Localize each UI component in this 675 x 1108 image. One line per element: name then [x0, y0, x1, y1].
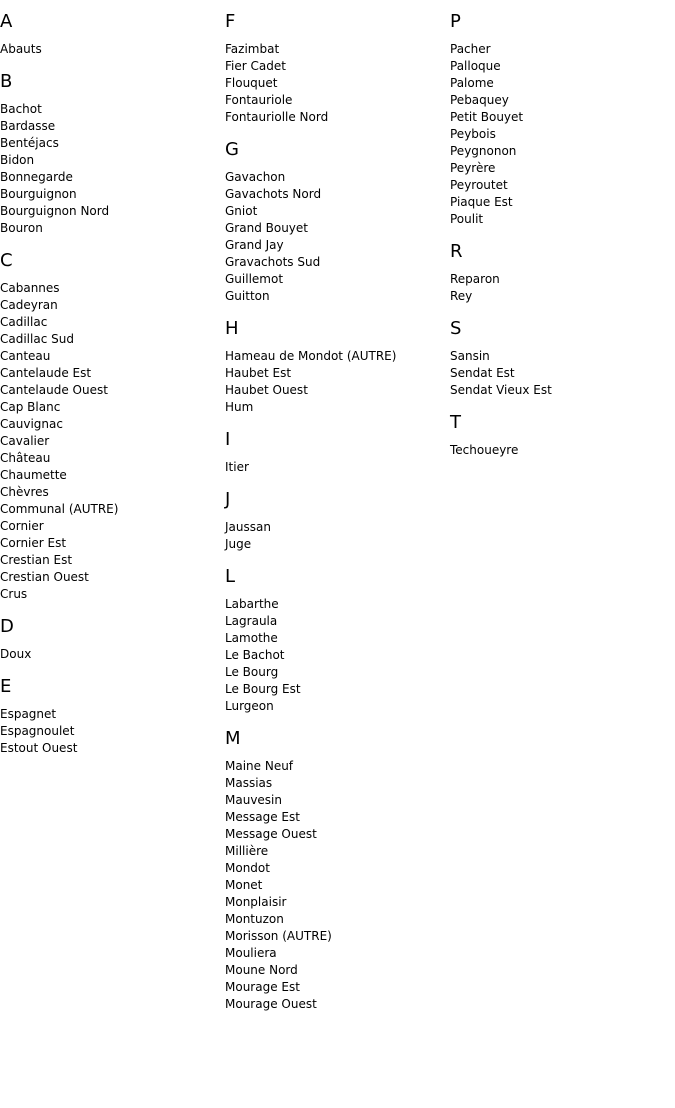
place-link[interactable]: Palloque	[450, 59, 501, 73]
place-link[interactable]: Massias	[225, 776, 273, 790]
place-link[interactable]: Millière	[225, 844, 269, 858]
place-link[interactable]: Montuzon	[225, 912, 284, 926]
place-link[interactable]: Hum	[225, 400, 254, 414]
place-link[interactable]: Grand Bouyet	[225, 221, 308, 235]
place-link[interactable]: Labarthe	[225, 597, 279, 611]
place-list	[0, 646, 225, 663]
letter-heading: G	[225, 139, 239, 160]
place-link[interactable]: Guillemot	[225, 272, 284, 286]
place-link[interactable]: Pebaquey	[450, 93, 509, 107]
place-link[interactable]: Cantelaude Est	[0, 366, 92, 380]
place-link[interactable]: Cadillac Sud	[0, 332, 74, 346]
place-link[interactable]: Lagraula	[225, 614, 278, 628]
index-column-2	[225, 0, 450, 1026]
place-list	[225, 169, 450, 305]
place-list	[225, 758, 450, 1013]
place-link[interactable]: Gravachots Sud	[225, 255, 321, 269]
letter-heading: D	[0, 616, 14, 637]
place-link[interactable]: Cadillac	[0, 315, 48, 329]
place-list	[225, 459, 450, 476]
place-list	[225, 41, 450, 126]
place-link[interactable]: Fier Cadet	[225, 59, 286, 73]
letter-heading: J	[225, 489, 231, 510]
place-link[interactable]: Fontauriolle Nord	[225, 110, 329, 124]
place-link[interactable]: Haubet Ouest	[225, 383, 308, 397]
place-link[interactable]: Lurgeon	[225, 699, 274, 713]
index-column-1	[0, 0, 225, 770]
place-link[interactable]: Estout Ouest	[0, 741, 78, 755]
place-list	[0, 280, 225, 603]
place-link[interactable]: Maine Neuf	[225, 759, 294, 773]
place-link[interactable]: Le Bachot	[225, 648, 285, 662]
place-list	[0, 101, 225, 237]
place-link[interactable]: Chèvres	[0, 485, 49, 499]
place-list	[450, 442, 675, 459]
letter-heading: C	[0, 250, 13, 271]
place-link[interactable]: Crestian Est	[0, 553, 73, 567]
place-link[interactable]: Juge	[225, 537, 252, 551]
letter-heading: P	[450, 11, 461, 32]
letter-group	[450, 241, 675, 305]
place-link[interactable]: Gavachots Nord	[225, 187, 322, 201]
letter-group	[225, 429, 450, 476]
place-link[interactable]: Guitton	[225, 289, 270, 303]
place-link[interactable]: Message Est	[225, 810, 300, 824]
place-link[interactable]: Bachot	[0, 102, 42, 116]
place-link[interactable]: Fazimbat	[225, 42, 280, 56]
place-link[interactable]: Cornier	[0, 519, 44, 533]
letter-heading: B	[0, 71, 13, 92]
place-link[interactable]: Haubet Est	[225, 366, 292, 380]
place-link[interactable]: Bentéjacs	[0, 136, 59, 150]
place-link[interactable]: Espagnet	[0, 707, 57, 721]
place-link[interactable]: Reparon	[450, 272, 500, 286]
place-link[interactable]: Cap Blanc	[0, 400, 61, 414]
place-link[interactable]: Abauts	[0, 42, 42, 56]
place-link[interactable]: Morisson (AUTRE)	[225, 929, 332, 943]
place-list	[450, 348, 675, 399]
place-link[interactable]: Le Bourg Est	[225, 682, 301, 696]
place-list	[0, 41, 225, 58]
letter-heading: H	[225, 318, 239, 339]
place-link[interactable]: Château	[0, 451, 51, 465]
place-link[interactable]: Cadeyran	[0, 298, 58, 312]
letter-group	[450, 318, 675, 399]
letter-group	[225, 139, 450, 305]
place-link[interactable]: Le Bourg	[225, 665, 279, 679]
place-link[interactable]: Monplaisir	[225, 895, 287, 909]
place-link[interactable]: Bourguignon	[0, 187, 77, 201]
place-link[interactable]: Peygnonon	[450, 144, 517, 158]
place-link[interactable]: Rey	[450, 289, 473, 303]
place-link[interactable]: Bourguignon Nord	[0, 204, 110, 218]
place-link[interactable]: Sendat Vieux Est	[450, 383, 552, 397]
place-list	[450, 271, 675, 305]
place-link[interactable]: Bardasse	[0, 119, 56, 133]
place-link[interactable]: Hameau de Mondot (AUTRE)	[225, 349, 397, 363]
letter-group	[225, 489, 450, 553]
place-link[interactable]: Mauvesin	[225, 793, 282, 807]
place-link[interactable]: Grand Jay	[225, 238, 284, 252]
place-link[interactable]: Gavachon	[225, 170, 286, 184]
place-link[interactable]: Communal (AUTRE)	[0, 502, 119, 516]
letter-group	[0, 11, 225, 58]
place-link[interactable]: Jaussan	[225, 520, 271, 534]
letter-group	[0, 250, 225, 603]
place-link[interactable]: Mourage Est	[225, 980, 300, 994]
place-link[interactable]: Cauvignac	[0, 417, 63, 431]
letter-group	[225, 566, 450, 715]
place-list	[225, 519, 450, 553]
place-link[interactable]: Crus	[0, 587, 28, 601]
letter-group	[450, 11, 675, 228]
letter-heading: F	[225, 11, 236, 32]
place-link[interactable]: Moune Nord	[225, 963, 298, 977]
place-link[interactable]: Mondot	[225, 861, 270, 875]
letter-group	[0, 71, 225, 237]
place-link[interactable]: Chaumette	[0, 468, 67, 482]
place-link[interactable]: Cabannes	[0, 281, 60, 295]
place-list	[225, 348, 450, 416]
letter-heading: T	[450, 412, 461, 433]
place-link[interactable]: Message Ouest	[225, 827, 317, 841]
place-link[interactable]: Mouliera	[225, 946, 277, 960]
letter-heading: L	[225, 566, 236, 587]
index-column-3	[450, 0, 675, 472]
place-link[interactable]: Peyrère	[450, 161, 496, 175]
place-link[interactable]: Peybois	[450, 127, 496, 141]
place-link[interactable]: Bidon	[0, 153, 35, 167]
place-link[interactable]: Mourage Ouest	[225, 997, 317, 1011]
place-link[interactable]: Crestian Ouest	[0, 570, 89, 584]
place-link[interactable]: Fontauriole	[225, 93, 293, 107]
place-link[interactable]: Bouron	[0, 221, 43, 235]
place-link[interactable]: Sendat Est	[450, 366, 515, 380]
place-link[interactable]: Canteau	[0, 349, 51, 363]
letter-group	[0, 616, 225, 663]
letter-group	[225, 318, 450, 416]
letter-heading: I	[225, 429, 231, 450]
letter-heading: M	[225, 728, 241, 749]
place-link[interactable]: Pacher	[450, 42, 491, 56]
place-link[interactable]: Piaque Est	[450, 195, 513, 209]
letter-heading: A	[0, 11, 13, 32]
letter-heading: R	[450, 241, 463, 262]
place-list	[0, 706, 225, 757]
place-link[interactable]: Sansin	[450, 349, 490, 363]
letter-heading: E	[0, 676, 12, 697]
place-link[interactable]: Poulit	[450, 212, 484, 226]
place-link[interactable]: Cavalier	[0, 434, 50, 448]
place-link[interactable]: Monet	[225, 878, 263, 892]
letter-group	[225, 11, 450, 126]
place-link[interactable]: Lamothe	[225, 631, 278, 645]
place-link[interactable]: Peyroutet	[450, 178, 508, 192]
place-link[interactable]: Flouquet	[225, 76, 278, 90]
letter-group	[225, 728, 450, 1013]
place-link[interactable]: Palome	[450, 76, 494, 90]
place-link[interactable]: Gniot	[225, 204, 258, 218]
place-link[interactable]: Bonnegarde	[0, 170, 73, 184]
place-list	[450, 41, 675, 228]
place-link[interactable]: Cornier Est	[0, 536, 67, 550]
letter-group	[0, 676, 225, 757]
place-link[interactable]: Techoueyre	[450, 443, 519, 457]
letter-heading: S	[450, 318, 462, 339]
place-list	[225, 596, 450, 715]
letter-group	[450, 412, 675, 459]
place-link[interactable]: Doux	[0, 647, 32, 661]
place-link[interactable]: Cantelaude Ouest	[0, 383, 108, 397]
place-link[interactable]: Espagnoulet	[0, 724, 75, 738]
place-link[interactable]: Petit Bouyet	[450, 110, 524, 124]
place-link[interactable]: Itier	[225, 460, 249, 474]
